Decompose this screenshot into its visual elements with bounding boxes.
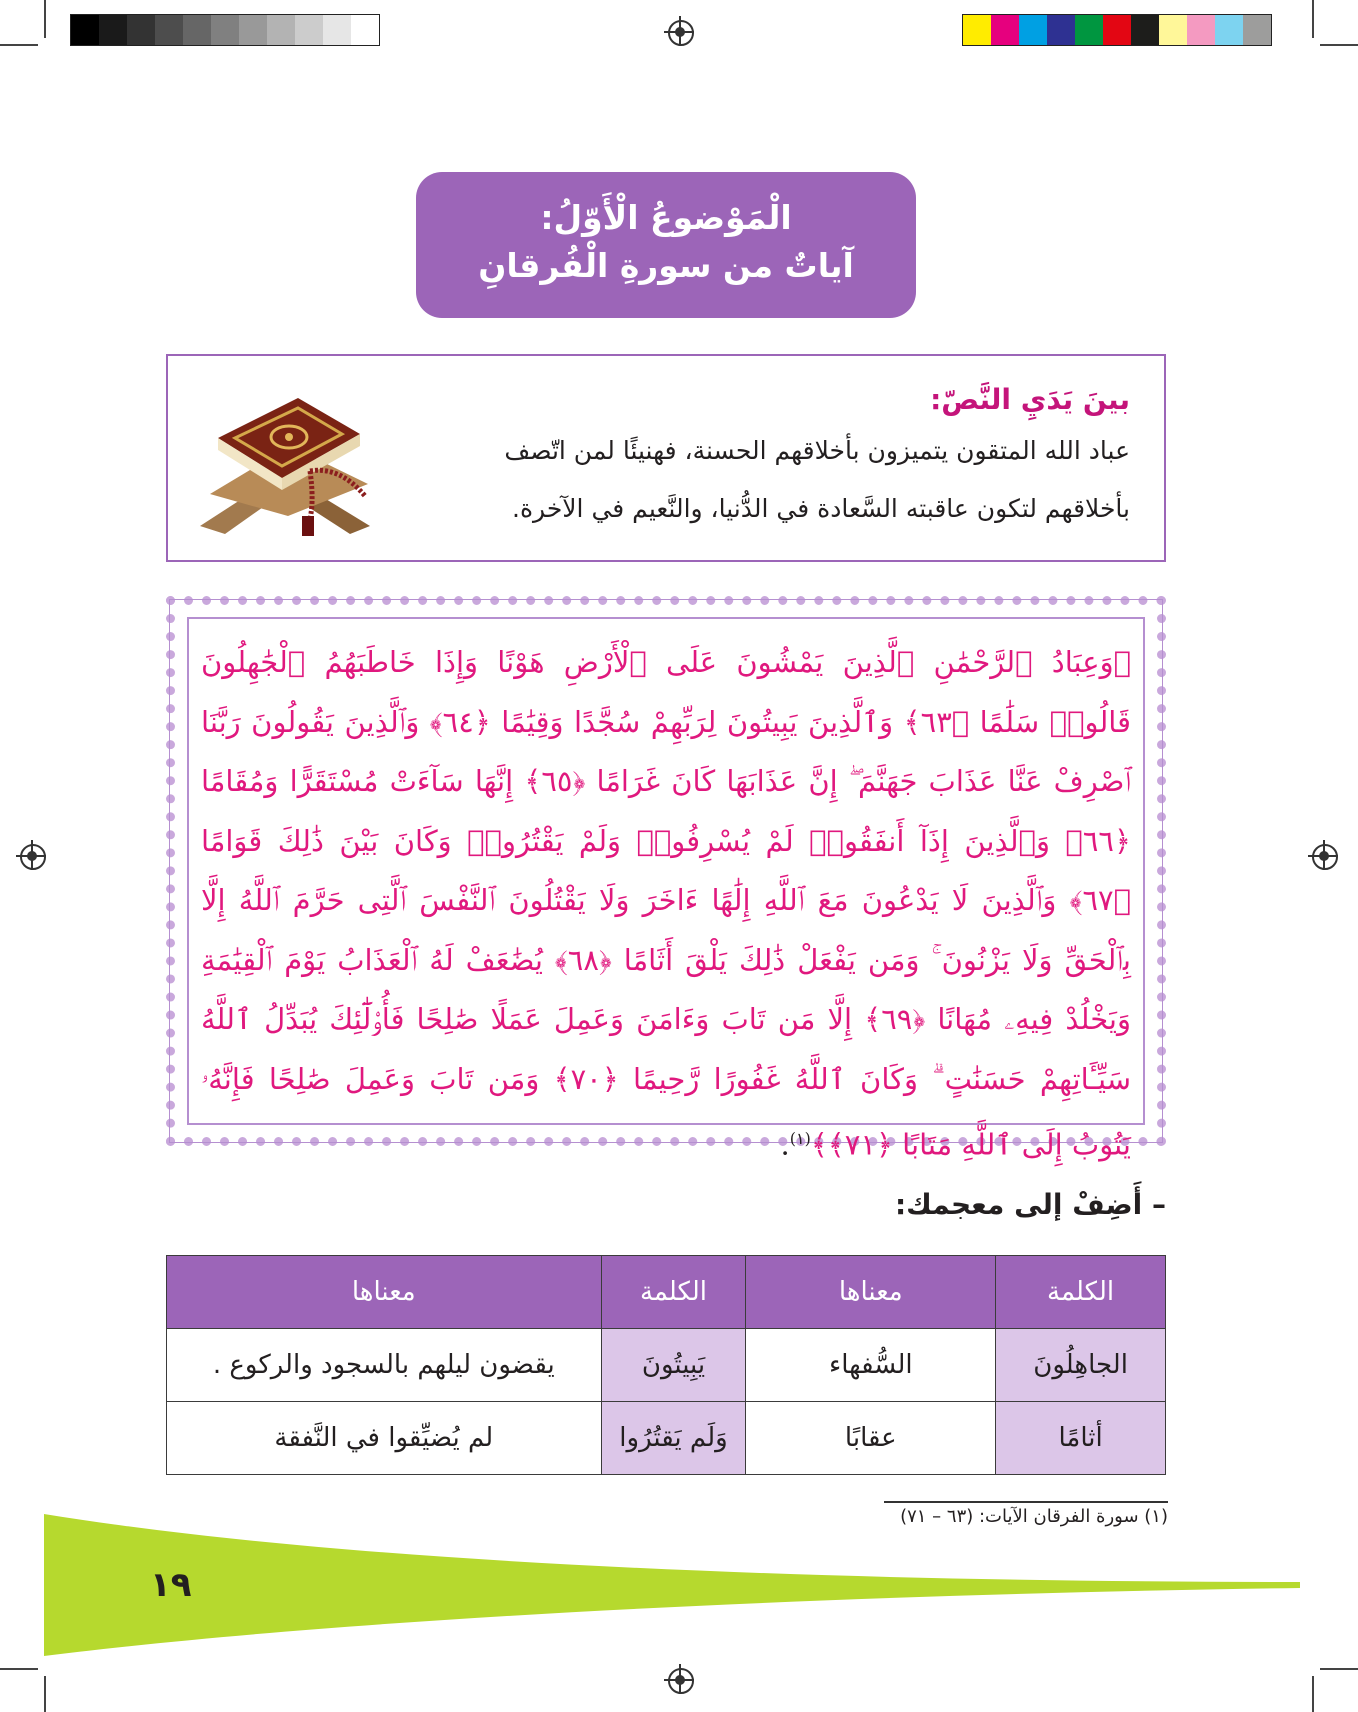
- color-swatch: [1075, 15, 1103, 45]
- color-swatch: [155, 15, 183, 45]
- footnote-rule: [884, 1501, 1168, 1503]
- registration-mark-icon: [668, 20, 694, 46]
- color-swatch: [1243, 15, 1271, 45]
- intro-body-line: عباد الله المتقون يتميزون بأخلاقهم الحسنة، فهنيئًا لمن اتّصف: [504, 436, 1130, 465]
- lesson-title-topic: الْمَوْضوعُ الْأَوّلُ:: [540, 198, 792, 237]
- color-calibration-bar: [962, 14, 1272, 46]
- crop-mark: [0, 1668, 38, 1670]
- table-header-row: [167, 1256, 1166, 1329]
- color-swatch: [1131, 15, 1159, 45]
- color-swatch: [99, 15, 127, 45]
- color-swatch: [1047, 15, 1075, 45]
- color-swatch: [183, 15, 211, 45]
- crop-mark: [44, 0, 46, 38]
- intro-body-line: بأخلاقهم لتكون عاقبته السَّعادة في الدُّنيا، والنَّعيم في الآخرة.: [512, 494, 1130, 523]
- crop-mark: [1312, 0, 1314, 38]
- quran-on-stand-image: [190, 376, 380, 536]
- add-to-dictionary-label: – أَضِفْ إلى معجمك:: [894, 1188, 1166, 1221]
- vocab-meaning: لم يُضيِّقوا في النَّفقة: [167, 1402, 602, 1475]
- table-row: [167, 1329, 1166, 1402]
- color-swatch: [127, 15, 155, 45]
- table-row: [167, 1402, 1166, 1475]
- crop-mark: [0, 44, 38, 46]
- registration-mark-icon: [1312, 844, 1338, 870]
- footnote-reference: (١): [789, 1129, 811, 1148]
- color-swatch: [211, 15, 239, 45]
- quran-verses: [201, 633, 1131, 1175]
- color-swatch: [991, 15, 1019, 45]
- vocab-word: يَبِيتُونَ: [601, 1329, 746, 1402]
- header-word: الكلمة: [601, 1256, 746, 1329]
- crop-mark: [44, 1676, 46, 1712]
- verses-text: ﴿وَعِبَادُ ٱلرَّحْمَٰنِ ٱلَّذِينَ يَمْشُونَ عَلَى ٱلْأَرْضِ هَوْنًا وَإِذَا خَاطَبَهُمُ ٱلْجَٰهِلُونَ قَالُوا۟ سَلَٰمًا ﴿٦٣﴾ وَٱلَّذِينَ يَبِيتُونَ لِرَبِّهِمْ سُجَّدًا وَقِيَٰمًا ﴿٦٤﴾ وَٱلَّذِينَ يَقُولُونَ رَبَّنَا ٱصْرِفْ عَنَّا عَذَابَ جَهَنَّمَ ۖ إِنَّ عَذَابَهَا كَانَ غَرَامًا ﴿٦٥﴾ إِنَّهَا سَآءَتْ مُسْتَقَرًّا وَمُقَامًا ﴿٦٦﴾ وَٱلَّذِينَ إِذَآ أَنفَقُوا۟ لَمْ يُسْرِفُوا۟ وَلَمْ يَقْتُرُوا۟ وَكَانَ بَيْنَ ذَٰلِكَ قَوَامًا ﴿٦٧﴾ وَٱلَّذِينَ لَا يَدْعُونَ مَعَ ٱللَّهِ إِلَٰهًا ءَاخَرَ وَلَا يَقْتُلُونَ ٱلنَّفْسَ ٱلَّتِى حَرَّمَ ٱللَّهُ إِلَّا بِٱلْحَقِّ وَلَا يَزْنُونَ ۚ وَمَن يَفْعَلْ ذَٰلِكَ يَلْقَ أَثَامًا ﴿٦٨﴾ يُضَٰعَفْ لَهُ ٱلْعَذَابُ يَوْمَ ٱلْقِيَٰمَةِ وَيَخْلُدْ فِيهِۦ مُهَانًا ﴿٦٩﴾ إِلَّا مَن تَابَ وَءَامَنَ وَعَمِلَ عَمَلًا صَٰلِحًا فَأُو۟لَٰٓئِكَ يُبَدِّلُ ٱللَّهُ سَيِّـَٔاتِهِمْ حَسَنَٰتٍ ۗ وَكَانَ ٱللَّهُ غَفُورًا رَّحِيمًا ﴿٧٠﴾ وَمَن تَابَ وَعَمِلَ صَٰلِحًا فَإِنَّهُۥ يَتُوبُ إِلَى ٱللَّهِ مَتَابًا ﴿٧١﴾﴾: [201, 645, 1132, 1162]
- vocabulary-table: [166, 1255, 1166, 1475]
- intro-heading: بينَ يَدَيِ النَّصّ:: [930, 383, 1130, 416]
- color-swatch: [963, 15, 991, 45]
- color-swatch: [1103, 15, 1131, 45]
- registration-mark-icon: [668, 1668, 694, 1694]
- vocab-meaning: السُّفهاء: [746, 1329, 996, 1402]
- crop-mark: [1320, 44, 1358, 46]
- header-meaning: معناها: [167, 1256, 602, 1329]
- crop-mark: [1312, 1676, 1314, 1712]
- lesson-title-surah: آياتٌ من سورةِ الْفُرقانِ: [478, 246, 854, 285]
- color-swatch: [295, 15, 323, 45]
- color-swatch: [1187, 15, 1215, 45]
- color-swatch: [1215, 15, 1243, 45]
- color-swatch: [323, 15, 351, 45]
- color-swatch: [239, 15, 267, 45]
- color-swatch: [1019, 15, 1047, 45]
- lesson-title-box: [416, 172, 916, 318]
- grayscale-calibration-bar: [70, 14, 380, 46]
- intro-text: [410, 378, 1130, 538]
- page-number: ١٩: [150, 1565, 192, 1605]
- verses-end-dot: .: [780, 1127, 790, 1162]
- vocab-word: وَلَم يَقتُرُوا: [601, 1402, 746, 1475]
- quran-verses-frame: [166, 596, 1166, 1162]
- vocab-word: أثامًا: [996, 1402, 1166, 1475]
- intro-box: [166, 354, 1166, 562]
- color-swatch: [267, 15, 295, 45]
- color-swatch: [71, 15, 99, 45]
- green-decorative-bar: [44, 1508, 1304, 1656]
- color-swatch: [1159, 15, 1187, 45]
- color-swatch: [351, 15, 379, 45]
- vocab-meaning: عقابًا: [746, 1402, 996, 1475]
- vocab-word: الجاهِلُونَ: [996, 1329, 1166, 1402]
- crop-mark: [1320, 1668, 1358, 1670]
- footnote: (١) سورة الفرقان الآيات: (٦٣ – ٧١): [900, 1506, 1168, 1527]
- registration-mark-icon: [20, 844, 46, 870]
- vocab-meaning: يقضون ليلهم بالسجود والركوع .: [167, 1329, 602, 1402]
- header-word: الكلمة: [996, 1256, 1166, 1329]
- header-meaning: معناها: [746, 1256, 996, 1329]
